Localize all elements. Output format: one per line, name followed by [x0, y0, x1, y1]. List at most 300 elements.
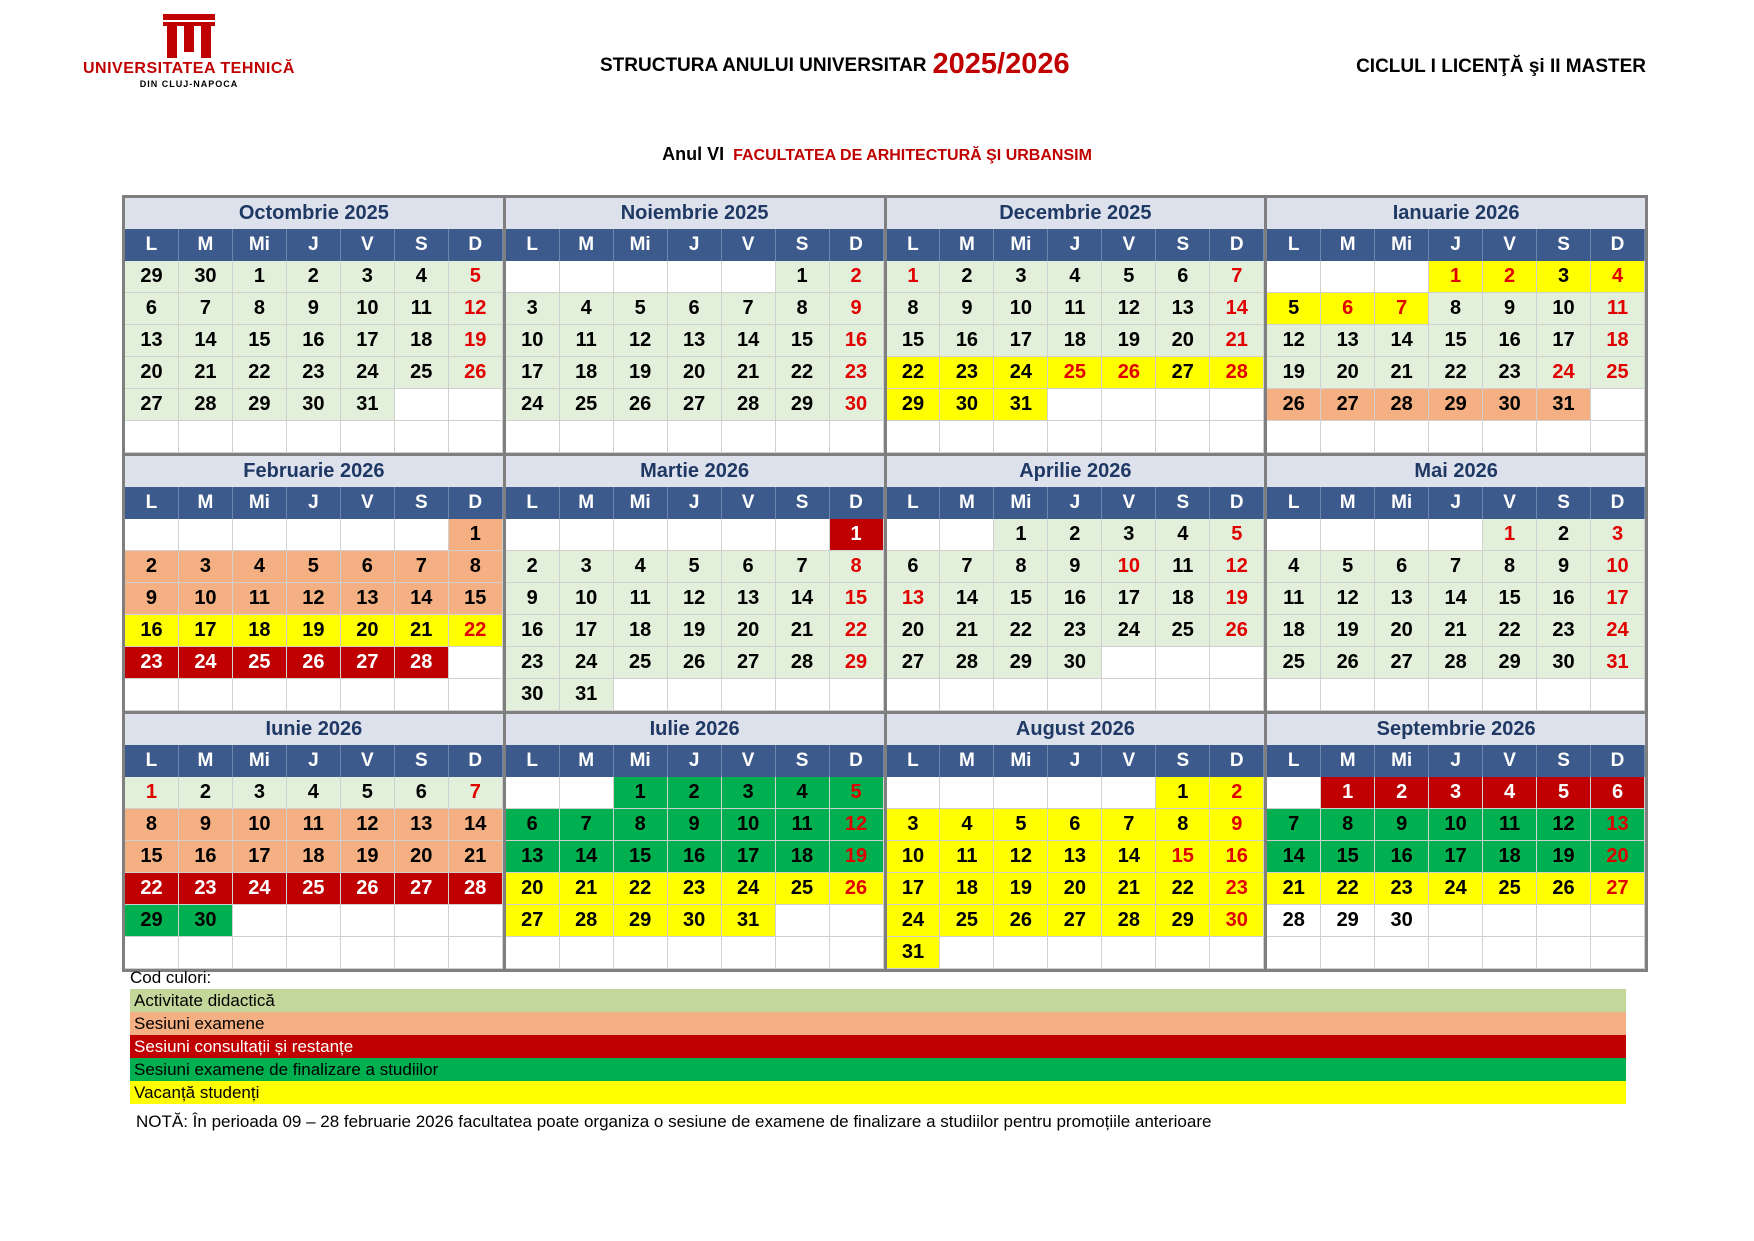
day-cell: 10 [1102, 551, 1156, 583]
day-cell: 20 [1321, 357, 1375, 389]
day-cell: 27 [1375, 647, 1429, 679]
day-cell: 11 [560, 325, 614, 357]
day-cell: 13 [125, 325, 179, 357]
day-cell [1591, 421, 1645, 453]
day-cell: 3 [179, 551, 233, 583]
day-cell [395, 389, 449, 421]
day-cell: 15 [125, 841, 179, 873]
day-cell: 13 [1375, 583, 1429, 615]
day-cell [395, 937, 449, 969]
day-cell: 6 [1375, 551, 1429, 583]
day-cell: 26 [341, 873, 395, 905]
day-cell [994, 777, 1048, 809]
day-cell: 18 [287, 841, 341, 873]
day-cell: 20 [722, 615, 776, 647]
day-cell [233, 679, 287, 711]
day-cell: 14 [940, 583, 994, 615]
day-cell: 19 [449, 325, 503, 357]
month-block [125, 198, 503, 453]
day-cell: 17 [506, 357, 560, 389]
day-cell: 9 [1048, 551, 1102, 583]
day-cell [940, 937, 994, 969]
day-cell [887, 679, 941, 711]
day-cell [395, 679, 449, 711]
day-cell: 5 [1102, 261, 1156, 293]
day-cell: 22 [1156, 873, 1210, 905]
weekday-header: L [887, 229, 941, 261]
day-cell: 11 [1483, 809, 1537, 841]
day-cell [1102, 389, 1156, 421]
day-cell [1321, 937, 1375, 969]
legend-item-restante: Sesiuni consultații și restanțe [130, 1035, 1626, 1058]
weekday-header: D [449, 745, 503, 777]
day-cell: 22 [125, 873, 179, 905]
day-cell: 4 [287, 777, 341, 809]
day-cell [1156, 389, 1210, 421]
day-cell: 12 [1267, 325, 1321, 357]
day-cell: 11 [233, 583, 287, 615]
weekday-header: Mi [614, 487, 668, 519]
weekday-header: Mi [994, 487, 1048, 519]
month-days-grid [1267, 745, 1645, 969]
day-cell: 14 [776, 583, 830, 615]
day-cell: 30 [668, 905, 722, 937]
day-cell [722, 937, 776, 969]
month-block [1267, 456, 1645, 711]
day-cell: 24 [1591, 615, 1645, 647]
day-cell [1483, 937, 1537, 969]
day-cell [1321, 519, 1375, 551]
day-cell [1429, 905, 1483, 937]
day-cell: 31 [887, 937, 941, 969]
day-cell: 9 [940, 293, 994, 325]
month-block [506, 198, 884, 453]
day-cell: 22 [449, 615, 503, 647]
day-cell: 25 [940, 905, 994, 937]
weekday-header: V [1483, 229, 1537, 261]
day-cell: 26 [830, 873, 884, 905]
day-cell: 30 [1375, 905, 1429, 937]
day-cell [830, 421, 884, 453]
day-cell [233, 421, 287, 453]
day-cell: 16 [940, 325, 994, 357]
day-cell: 2 [830, 261, 884, 293]
day-cell: 25 [287, 873, 341, 905]
day-cell: 19 [1102, 325, 1156, 357]
day-cell: 12 [449, 293, 503, 325]
day-cell: 29 [1429, 389, 1483, 421]
day-cell: 16 [1537, 583, 1591, 615]
month-days-grid [887, 487, 1265, 711]
day-cell [668, 519, 722, 551]
day-cell [776, 937, 830, 969]
day-cell: 7 [1102, 809, 1156, 841]
day-cell [1156, 937, 1210, 969]
day-cell: 15 [830, 583, 884, 615]
day-cell: 12 [668, 583, 722, 615]
day-cell: 17 [722, 841, 776, 873]
day-cell: 22 [1321, 873, 1375, 905]
day-cell [287, 421, 341, 453]
day-cell: 20 [1156, 325, 1210, 357]
day-cell [1048, 389, 1102, 421]
day-cell: 28 [449, 873, 503, 905]
day-cell [722, 679, 776, 711]
day-cell [614, 261, 668, 293]
weekday-header: J [1429, 487, 1483, 519]
day-cell: 14 [1210, 293, 1264, 325]
day-cell: 8 [449, 551, 503, 583]
day-cell: 15 [1156, 841, 1210, 873]
day-cell: 3 [722, 777, 776, 809]
university-emblem-icon [163, 14, 215, 58]
day-cell [1267, 937, 1321, 969]
day-cell: 20 [668, 357, 722, 389]
weekday-header: Mi [1375, 745, 1429, 777]
weekday-header: D [830, 229, 884, 261]
day-cell: 1 [994, 519, 1048, 551]
study-cycle: CICLUL I LICENŢĂ şi II MASTER [1356, 56, 1646, 77]
weekday-header: M [1321, 487, 1375, 519]
day-cell: 3 [341, 261, 395, 293]
day-cell: 13 [341, 583, 395, 615]
day-cell [1048, 777, 1102, 809]
faculty-name: FACULTATEA DE ARHITECTURĂ ŞI URBANSIM [733, 147, 1092, 164]
weekday-header: M [1321, 229, 1375, 261]
day-cell: 5 [1267, 293, 1321, 325]
day-cell: 25 [1048, 357, 1102, 389]
day-cell: 7 [179, 293, 233, 325]
day-cell: 19 [341, 841, 395, 873]
legend-item-vacanta: Vacanță studenți [130, 1081, 1626, 1104]
day-cell [1537, 937, 1591, 969]
month-title: August 2026 [887, 714, 1265, 745]
weekday-header: L [1267, 745, 1321, 777]
month-title: Noiembrie 2025 [506, 198, 884, 229]
day-cell: 19 [1267, 357, 1321, 389]
day-cell: 23 [830, 357, 884, 389]
day-cell: 24 [1429, 873, 1483, 905]
day-cell: 24 [1537, 357, 1591, 389]
day-cell: 17 [994, 325, 1048, 357]
day-cell: 26 [614, 389, 668, 421]
day-cell: 26 [287, 647, 341, 679]
day-cell: 24 [994, 357, 1048, 389]
day-cell [830, 679, 884, 711]
day-cell: 2 [506, 551, 560, 583]
day-cell [1429, 679, 1483, 711]
university-logo [74, 14, 304, 89]
month-block [506, 456, 884, 711]
day-cell: 30 [179, 261, 233, 293]
day-cell: 18 [1483, 841, 1537, 873]
day-cell: 1 [1321, 777, 1375, 809]
day-cell: 27 [125, 389, 179, 421]
day-cell: 23 [1210, 873, 1264, 905]
day-cell [1102, 679, 1156, 711]
day-cell: 10 [1591, 551, 1645, 583]
weekday-header: J [1048, 487, 1102, 519]
day-cell: 24 [560, 647, 614, 679]
day-cell: 8 [125, 809, 179, 841]
day-cell [722, 261, 776, 293]
day-cell [1267, 421, 1321, 453]
day-cell: 6 [395, 777, 449, 809]
academic-year: 2025/2026 [932, 48, 1070, 80]
day-cell: 5 [449, 261, 503, 293]
day-cell [341, 905, 395, 937]
day-cell: 3 [560, 551, 614, 583]
day-cell: 14 [1102, 841, 1156, 873]
day-cell: 16 [1048, 583, 1102, 615]
day-cell: 2 [1210, 777, 1264, 809]
day-cell: 2 [1048, 519, 1102, 551]
day-cell: 21 [1210, 325, 1264, 357]
day-cell: 23 [1048, 615, 1102, 647]
day-cell [560, 937, 614, 969]
day-cell: 7 [560, 809, 614, 841]
day-cell [1537, 905, 1591, 937]
day-cell [287, 519, 341, 551]
day-cell: 2 [1483, 261, 1537, 293]
day-cell: 18 [233, 615, 287, 647]
weekday-header: V [341, 229, 395, 261]
day-cell [722, 421, 776, 453]
day-cell: 21 [449, 841, 503, 873]
day-cell: 29 [887, 389, 941, 421]
day-cell: 27 [1591, 873, 1645, 905]
day-cell: 24 [722, 873, 776, 905]
day-cell [887, 421, 941, 453]
month-days-grid [506, 745, 884, 969]
day-cell: 10 [341, 293, 395, 325]
day-cell: 18 [1156, 583, 1210, 615]
day-cell: 25 [1591, 357, 1645, 389]
day-cell: 7 [1267, 809, 1321, 841]
day-cell: 20 [506, 873, 560, 905]
day-cell: 24 [887, 905, 941, 937]
day-cell: 24 [1102, 615, 1156, 647]
day-cell [1267, 679, 1321, 711]
day-cell: 5 [341, 777, 395, 809]
day-cell: 26 [1537, 873, 1591, 905]
day-cell: 4 [776, 777, 830, 809]
day-cell: 10 [722, 809, 776, 841]
weekday-header: S [395, 229, 449, 261]
month-title: Decembrie 2025 [887, 198, 1265, 229]
day-cell: 21 [940, 615, 994, 647]
day-cell: 14 [179, 325, 233, 357]
day-cell: 7 [1429, 551, 1483, 583]
day-cell: 13 [1048, 841, 1102, 873]
weekday-header: S [1156, 229, 1210, 261]
day-cell: 12 [1321, 583, 1375, 615]
day-cell: 31 [994, 389, 1048, 421]
weekday-header: V [722, 229, 776, 261]
day-cell: 29 [233, 389, 287, 421]
day-cell: 13 [1156, 293, 1210, 325]
day-cell: 10 [887, 841, 941, 873]
day-cell [1429, 937, 1483, 969]
day-cell [887, 777, 941, 809]
month-title: Ianuarie 2026 [1267, 198, 1645, 229]
day-cell: 21 [722, 357, 776, 389]
day-cell: 3 [1591, 519, 1645, 551]
day-cell: 29 [1483, 647, 1537, 679]
day-cell: 11 [776, 809, 830, 841]
day-cell [233, 937, 287, 969]
day-cell [1483, 905, 1537, 937]
weekday-header: Mi [614, 745, 668, 777]
day-cell: 21 [1267, 873, 1321, 905]
weekday-header: V [341, 487, 395, 519]
day-cell: 5 [287, 551, 341, 583]
day-cell: 12 [614, 325, 668, 357]
day-cell: 3 [1102, 519, 1156, 551]
weekday-header: D [830, 745, 884, 777]
day-cell: 23 [1483, 357, 1537, 389]
day-cell [1048, 679, 1102, 711]
day-cell: 4 [614, 551, 668, 583]
day-cell: 11 [1156, 551, 1210, 583]
year-label: Anul VI [662, 144, 725, 164]
day-cell: 21 [560, 873, 614, 905]
day-cell: 17 [1591, 583, 1645, 615]
day-cell: 24 [233, 873, 287, 905]
weekday-header: Mi [1375, 487, 1429, 519]
day-cell: 4 [1156, 519, 1210, 551]
day-cell: 2 [287, 261, 341, 293]
month-block [506, 714, 884, 969]
weekday-header: J [668, 745, 722, 777]
day-cell: 28 [560, 905, 614, 937]
day-cell [1591, 679, 1645, 711]
footnote: NOTĂ: În perioada 09 – 28 februarie 2026 facultatea poate organiza o sesiune de examene de finalizare a studiilor pentru promoțiile anterioare [136, 1112, 1212, 1131]
day-cell [179, 519, 233, 551]
day-cell [1267, 777, 1321, 809]
day-cell: 6 [1048, 809, 1102, 841]
day-cell [1102, 937, 1156, 969]
day-cell [940, 519, 994, 551]
day-cell: 2 [668, 777, 722, 809]
day-cell: 18 [560, 357, 614, 389]
day-cell: 16 [1210, 841, 1264, 873]
day-cell: 20 [1375, 615, 1429, 647]
day-cell: 15 [449, 583, 503, 615]
day-cell [506, 421, 560, 453]
day-cell: 18 [1048, 325, 1102, 357]
month-title: Iunie 2026 [125, 714, 503, 745]
day-cell: 6 [722, 551, 776, 583]
day-cell [560, 777, 614, 809]
day-cell [940, 777, 994, 809]
day-cell: 9 [1483, 293, 1537, 325]
weekday-header: S [1156, 487, 1210, 519]
weekday-header: V [1483, 487, 1537, 519]
day-cell: 29 [614, 905, 668, 937]
month-block [887, 456, 1265, 711]
weekday-header: Mi [1375, 229, 1429, 261]
day-cell [1102, 777, 1156, 809]
day-cell: 7 [940, 551, 994, 583]
day-cell: 18 [1267, 615, 1321, 647]
weekday-header: M [940, 487, 994, 519]
day-cell: 21 [1429, 615, 1483, 647]
day-cell: 14 [449, 809, 503, 841]
day-cell: 10 [233, 809, 287, 841]
day-cell: 4 [1483, 777, 1537, 809]
day-cell [1210, 679, 1264, 711]
weekday-header: L [1267, 487, 1321, 519]
day-cell: 22 [1483, 615, 1537, 647]
day-cell: 17 [1429, 841, 1483, 873]
day-cell: 8 [233, 293, 287, 325]
day-cell: 8 [1483, 551, 1537, 583]
day-cell: 24 [341, 357, 395, 389]
weekday-header: M [179, 229, 233, 261]
month-block [1267, 198, 1645, 453]
day-cell: 6 [506, 809, 560, 841]
day-cell: 13 [722, 583, 776, 615]
day-cell [287, 679, 341, 711]
day-cell: 15 [1429, 325, 1483, 357]
day-cell: 23 [940, 357, 994, 389]
weekday-header: L [506, 229, 560, 261]
weekday-header: L [887, 487, 941, 519]
day-cell: 16 [668, 841, 722, 873]
day-cell: 26 [994, 905, 1048, 937]
day-cell: 6 [887, 551, 941, 583]
day-cell: 12 [287, 583, 341, 615]
day-cell: 4 [1591, 261, 1645, 293]
weekday-header: M [179, 745, 233, 777]
day-cell [1321, 679, 1375, 711]
day-cell: 3 [506, 293, 560, 325]
day-cell [776, 519, 830, 551]
day-cell [1156, 679, 1210, 711]
day-cell: 27 [341, 647, 395, 679]
day-cell [1267, 261, 1321, 293]
day-cell: 30 [179, 905, 233, 937]
day-cell: 16 [179, 841, 233, 873]
day-cell: 30 [830, 389, 884, 421]
weekday-header: L [506, 745, 560, 777]
day-cell: 27 [506, 905, 560, 937]
month-block [125, 456, 503, 711]
day-cell: 3 [233, 777, 287, 809]
day-cell [1267, 519, 1321, 551]
month-days-grid [125, 487, 503, 711]
legend-title: Cod culori: [130, 968, 212, 987]
weekday-header: Mi [614, 229, 668, 261]
day-cell: 25 [233, 647, 287, 679]
day-cell: 11 [940, 841, 994, 873]
day-cell: 31 [560, 679, 614, 711]
day-cell: 8 [776, 293, 830, 325]
day-cell: 31 [341, 389, 395, 421]
day-cell: 25 [560, 389, 614, 421]
day-cell: 10 [506, 325, 560, 357]
day-cell: 7 [1375, 293, 1429, 325]
weekday-header: V [722, 487, 776, 519]
day-cell: 15 [776, 325, 830, 357]
day-cell: 5 [1210, 519, 1264, 551]
day-cell: 30 [287, 389, 341, 421]
day-cell [125, 679, 179, 711]
day-cell: 28 [1102, 905, 1156, 937]
day-cell [341, 519, 395, 551]
weekday-header: D [830, 487, 884, 519]
